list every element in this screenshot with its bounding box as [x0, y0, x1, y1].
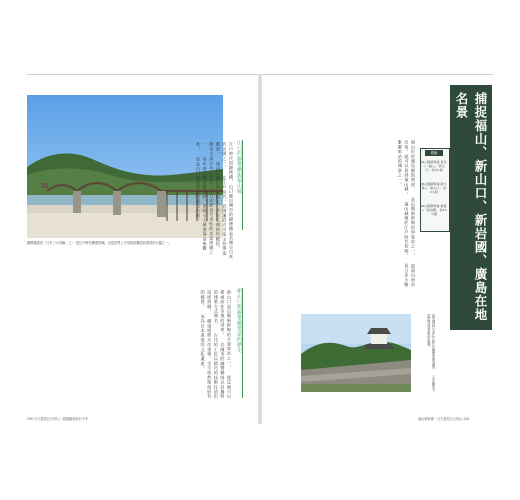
access-info-item: JR山陽新幹線 廣島→「新岩國」 約15分鐘 — [421, 204, 447, 217]
right-body-line: 福山位於廣島縣的東部， — [411, 140, 416, 192]
section2-heading-rule — [242, 288, 243, 398]
fukuyama-castle-photo — [301, 314, 411, 392]
section1-line: 在江戶時代，岩國藩的吉川家主持建造橋梁， — [215, 142, 228, 256]
section2-line: 岩國市的錦帶橋則以其獨特的建築方式聞名， — [213, 290, 226, 399]
right-body-line: 是日本少數緊鄰車站的城堡之一。 — [397, 140, 410, 288]
section2-line: 新山口是山陽新幹線的主要車站之一， — [227, 290, 232, 370]
section1-heading: 山口的錦帶橋與福山城 — [236, 140, 242, 194]
section2-line: 從這裡可以搭乘前往各地的列車， — [220, 290, 232, 399]
access-info-item: JR山陽新幹線 東京→「福山」「新山口」 約3小時 — [421, 160, 447, 173]
section2-body — [128, 290, 232, 402]
left-photo-caption: 錦帶橋建造「日本三大奇橋」之一 是江戶時代興建的橋，也是世界上少見的結構設計建造的大橋之一。 — [27, 241, 172, 245]
section1-line: 也是山口縣最重要的觀光名勝。 — [196, 156, 202, 223]
section1-line: 每年春天櫻花盛開時，更吸引大量遊客前來觀賞， — [196, 142, 208, 251]
left-page-folio: 200 白天看見巨大的山｜跟隨橋梁前行千年 — [27, 417, 89, 421]
right-photo-caption: 福山城是日本江戶時代初期建造的城堡， 天守閣至今依然保存著當年的風貌。 — [426, 314, 435, 392]
section1-heading-rule — [242, 140, 243, 230]
section2-line: 成為日本重要的文化遺產。 — [200, 314, 206, 371]
section1-body — [180, 142, 234, 260]
right-body-text — [268, 140, 416, 290]
section2-heading: 新山口與錦帶橋建造的歷史 — [236, 288, 242, 353]
right-body-line: 是山陽新幹線的停靠站之一， — [411, 197, 416, 259]
right-page-folio: 福山新幹線｜白天看見巨大的山 201 — [418, 417, 470, 421]
chapter-title: 捕捉福山、新山口、新岩國、廣島在地名景 — [454, 92, 488, 322]
section1-line: 建造在錦川的河面上，共有五個拱形橋段， — [215, 161, 221, 251]
section1-line: 江戶時代的錦帶橋，山口縣岩國市的錦帶橋是名聞全日本的名勝之一， — [222, 142, 234, 260]
right-body-line: 福山城建於江戶時代初期， — [404, 201, 410, 259]
book-spine — [258, 74, 262, 424]
section2-line: 橋梁歷經多次重建，至今依然保持原有的樣貌， — [200, 290, 213, 399]
access-info-label: 路線 — [425, 150, 443, 156]
left-page-top-rule — [27, 74, 258, 75]
access-info-item: JR山陽新幹線 新大阪→「新山口」 約2小時 — [421, 182, 447, 195]
section1-line: 橋身全部以木材建造，是日本最具代表性的木造拱橋之一， — [202, 142, 215, 255]
section2-line: 古代的工匠以精巧的技術打造出這座拱橋， — [207, 290, 219, 399]
right-page-top-rule — [262, 74, 493, 75]
right-body-line: 從福山車站出來，就可以看到福山城， — [404, 140, 416, 288]
